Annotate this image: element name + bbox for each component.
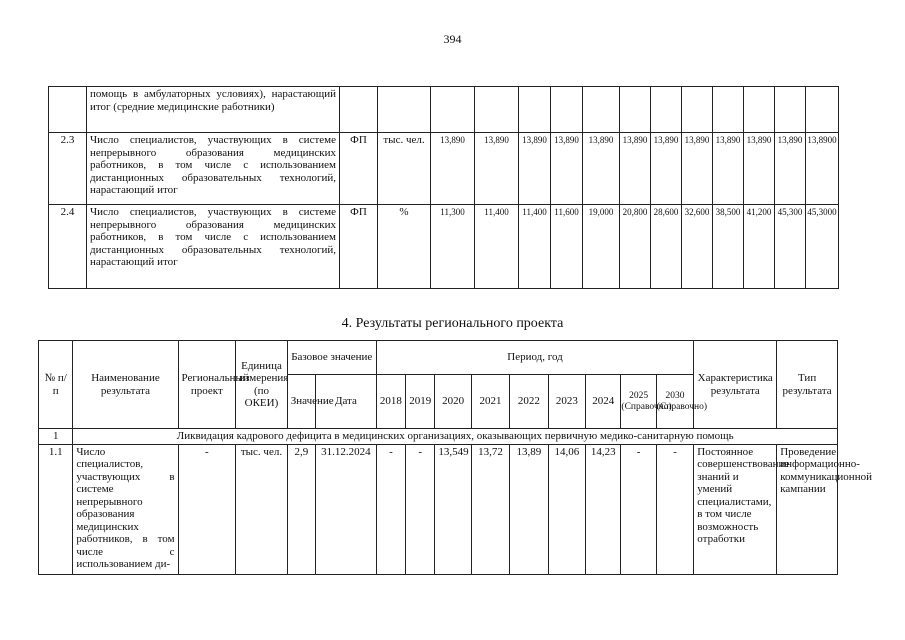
indicator-value: 11,300	[431, 205, 475, 289]
indicator-value	[744, 87, 775, 133]
result-unit: тыс. чел.	[236, 444, 288, 574]
task-title: Ликвидация кадрового дефицита в медицинских организациях, оказывающих первичную медико-санитарную помощь	[73, 429, 838, 445]
indicator-value: 13,890	[431, 133, 475, 205]
col-header-base-value: Значение	[287, 375, 315, 429]
result-year-value: 14,06	[548, 444, 585, 574]
result-year-value: 13,72	[471, 444, 509, 574]
col-header-year: 2018	[376, 375, 405, 429]
indicator-type: ФП	[340, 205, 378, 289]
indicator-value	[519, 87, 551, 133]
indicator-value: 28,600	[651, 205, 682, 289]
col-header-characteristic: Характеристика результата	[694, 341, 777, 429]
indicator-num: 2.4	[49, 205, 87, 289]
indicator-value: 11,400	[519, 205, 551, 289]
indicator-num: 2.3	[49, 133, 87, 205]
result-year-value: -	[621, 444, 656, 574]
col-header-year: 2019	[406, 375, 435, 429]
indicator-num	[49, 87, 87, 133]
indicator-value: 13,8900	[806, 133, 839, 205]
col-header-unit: Единица измерения (по ОКЕИ)	[236, 341, 288, 429]
col-header-period: Период, год	[376, 341, 694, 375]
indicator-value	[682, 87, 713, 133]
indicator-value: 11,600	[551, 205, 583, 289]
indicator-value	[475, 87, 519, 133]
result-year-value: -	[656, 444, 693, 574]
col-header-year: 2020	[435, 375, 471, 429]
indicator-value	[775, 87, 806, 133]
col-header-year: 2024	[586, 375, 621, 429]
indicator-unit: тыс. чел.	[378, 133, 431, 205]
result-project: -	[178, 444, 236, 574]
indicator-value: 41,200	[744, 205, 775, 289]
indicator-type	[340, 87, 378, 133]
indicator-row	[49, 133, 839, 205]
col-header-year: 2030 (Справочно)	[656, 375, 693, 429]
col-header-result-type: Тип результата	[777, 341, 838, 429]
indicators-table	[48, 86, 839, 289]
indicator-value	[806, 87, 839, 133]
results-table	[38, 340, 872, 575]
result-year-value: 14,23	[586, 444, 621, 574]
result-year-value: -	[406, 444, 435, 574]
indicator-name: Число специалистов, участвующих в системе непрерывного образования медицинских работников, в том числе с использованием дистанционных образовательных технологий, нарастающий итог	[87, 133, 340, 205]
col-header-base: Базовое значение	[287, 341, 376, 375]
result-year-value: -	[376, 444, 405, 574]
indicator-value: 13,890	[682, 133, 713, 205]
indicator-unit	[378, 87, 431, 133]
indicator-type: ФП	[340, 133, 378, 205]
col-header-name: Наименование результата	[73, 341, 178, 429]
col-header-year: 2022	[510, 375, 548, 429]
result-num: 1.1	[39, 444, 73, 574]
result-year-value: 13,549	[435, 444, 471, 574]
col-header-base-date: Дата	[316, 375, 377, 429]
indicator-value: 13,890	[519, 133, 551, 205]
indicator-value: 13,890	[775, 133, 806, 205]
result-type: Проведение информационно-коммуникационной кампании	[777, 444, 838, 574]
page-number: 394	[443, 32, 462, 46]
indicator-name: помощь в амбулаторных условиях), нарастающий итог (средние медицинские работники)	[87, 87, 340, 133]
result-characteristic: Постоянное совершенствование знаний и умений специалистами, в том числе возможность отработки	[694, 444, 777, 574]
indicator-row	[49, 205, 839, 289]
indicator-value: 32,600	[682, 205, 713, 289]
col-header-num: № п/п	[39, 341, 73, 429]
indicator-row	[49, 87, 839, 133]
indicator-value: 20,800	[620, 205, 651, 289]
result-base-date: 31.12.2024	[316, 444, 377, 574]
indicator-name: Число специалистов, участвующих в системе непрерывного образования медицинских работников, в том числе с использованием дистанционных образовательных технологий, нарастающий итог	[87, 205, 340, 289]
indicator-unit: %	[378, 205, 431, 289]
indicator-value: 13,890	[651, 133, 682, 205]
indicator-value: 13,890	[620, 133, 651, 205]
indicator-value: 19,000	[583, 205, 620, 289]
indicator-value: 45,3000	[806, 205, 839, 289]
task-num: 1	[39, 429, 73, 445]
indicator-value	[583, 87, 620, 133]
indicator-value	[551, 87, 583, 133]
col-header-project: Региональный проект	[178, 341, 236, 429]
result-year-value: 13,89	[510, 444, 548, 574]
indicator-value: 13,890	[551, 133, 583, 205]
col-header-year: 2025 (Справочно)	[621, 375, 656, 429]
indicator-value: 13,890	[583, 133, 620, 205]
indicator-value: 38,500	[713, 205, 744, 289]
indicator-value	[713, 87, 744, 133]
result-base-value: 2,9	[287, 444, 315, 574]
col-header-year: 2021	[471, 375, 509, 429]
indicator-value	[651, 87, 682, 133]
result-name: Число специалистов, участвующих в системе непрерывного образования медицинских работников, в том числе с использованием ди-	[73, 444, 178, 574]
indicator-value: 13,890	[744, 133, 775, 205]
indicator-value: 45,300	[775, 205, 806, 289]
col-header-year: 2023	[548, 375, 585, 429]
section-title: 4. Результаты регионального проекта	[341, 316, 564, 331]
indicator-value: 13,890	[713, 133, 744, 205]
indicator-value	[431, 87, 475, 133]
indicator-value	[620, 87, 651, 133]
indicator-value: 11,400	[475, 205, 519, 289]
indicator-value: 13,890	[475, 133, 519, 205]
